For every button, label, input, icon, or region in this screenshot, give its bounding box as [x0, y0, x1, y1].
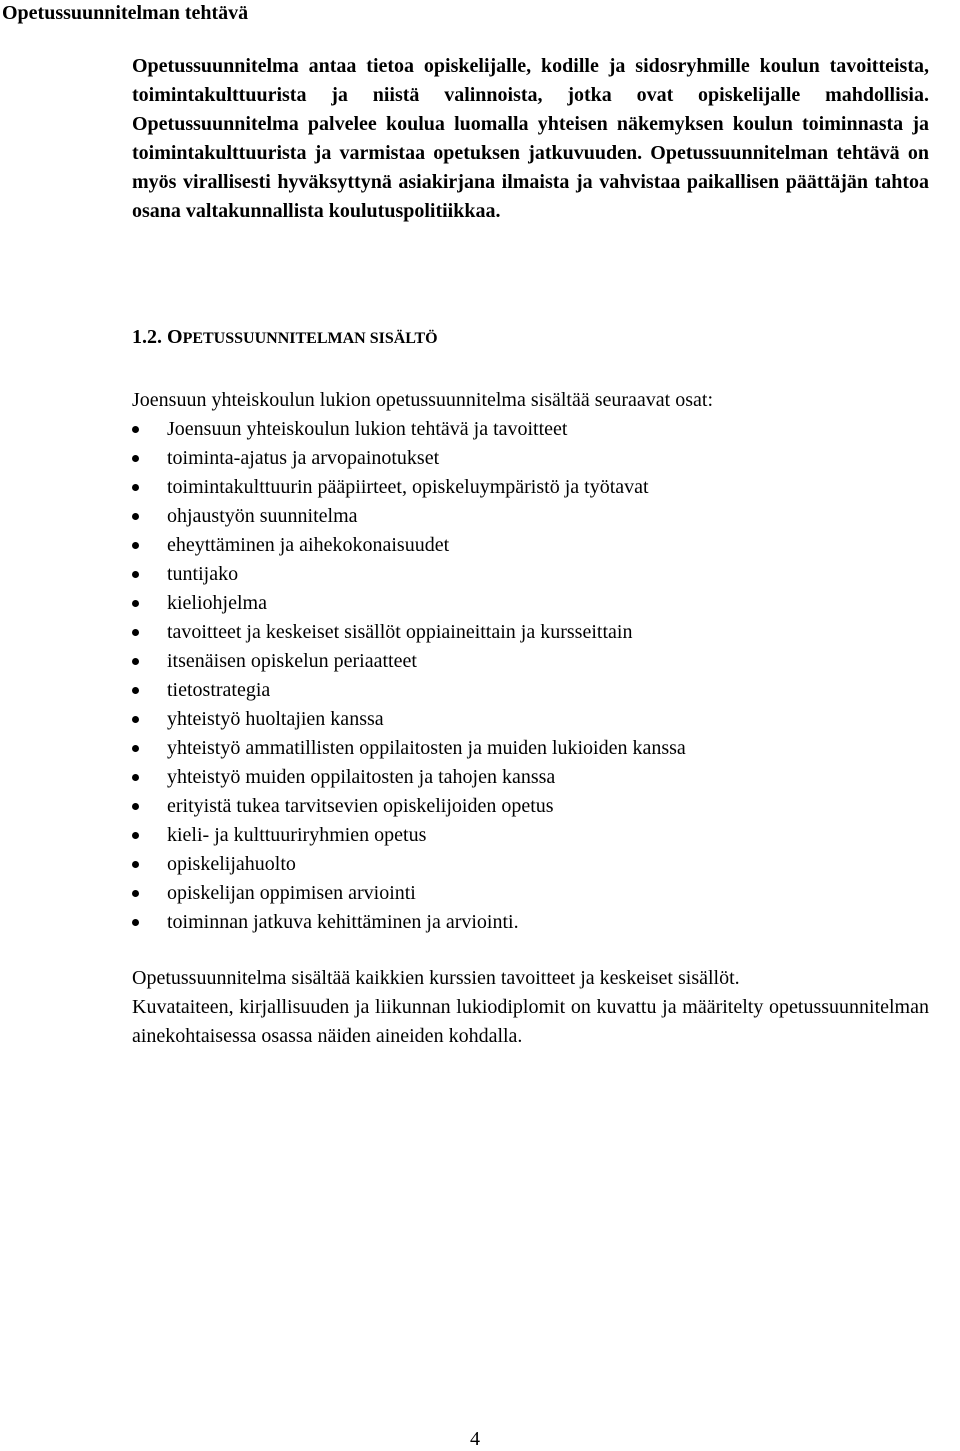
bullet-icon — [132, 687, 139, 694]
bullet-icon — [132, 658, 139, 665]
list-item — [132, 821, 686, 850]
bullet-icon — [132, 426, 139, 433]
section-heading — [132, 323, 438, 353]
list-item — [132, 473, 686, 502]
list-item — [132, 734, 686, 763]
list-item — [132, 705, 686, 734]
list-item-text: tietostrategia — [167, 679, 271, 701]
page-number: 4 — [470, 1428, 480, 1450]
list-item — [132, 676, 686, 705]
bullet-icon — [132, 513, 139, 520]
contents-intro-text: Joensuun yhteiskoulun lukion opetussuunnitelma sisältää seuraavat osat: — [132, 389, 714, 411]
list-item — [132, 444, 686, 473]
list-item-text: ohjaustyön suunnitelma — [167, 505, 358, 527]
list-item-text: tuntijako — [167, 563, 239, 585]
list-item-text: tavoitteet ja keskeiset sisällöt oppiaineittain ja kursseittain — [167, 621, 633, 643]
bullet-icon — [132, 484, 139, 491]
list-item-text: Joensuun yhteiskoulun lukion tehtävä ja tavoitteet — [167, 418, 568, 440]
section-title-rest: PETUSSUUNNITELMAN SISÄLTÖ — [182, 330, 438, 347]
bullet-icon — [132, 571, 139, 578]
list-item-text: yhteistyö muiden oppilaitosten ja tahojen kanssa — [167, 766, 556, 788]
page-heading: Opetussuunnitelman tehtävä — [2, 2, 249, 24]
contents-list — [132, 415, 686, 937]
section-title-first-letter: O — [167, 326, 183, 348]
bullet-icon — [132, 600, 139, 607]
bullet-icon — [132, 890, 139, 897]
list-item-text: opiskelijahuolto — [167, 853, 296, 875]
list-item-text: yhteistyö ammatillisten oppilaitosten ja muiden lukioiden kanssa — [167, 737, 686, 759]
list-item — [132, 647, 686, 676]
bullet-icon — [132, 542, 139, 549]
bullet-icon — [132, 455, 139, 462]
list-item-text: kieli- ja kulttuuriryhmien opetus — [167, 824, 427, 846]
list-item — [132, 531, 686, 560]
list-item — [132, 908, 686, 937]
list-item — [132, 502, 686, 531]
list-item-text: toiminta-ajatus ja arvopainotukset — [167, 447, 440, 469]
list-item-text: itsenäisen opiskelun periaatteet — [167, 650, 417, 672]
list-item-text: toimintakulttuurin pääpiirteet, opiskeluympäristö ja työtavat — [167, 476, 649, 498]
closing-paragraph — [132, 964, 929, 1051]
bullet-icon — [132, 803, 139, 810]
bullet-icon — [132, 774, 139, 781]
closing-line-2: Kuvataiteen, kirjallisuuden ja liikunnan lukiodiplomit on kuvattu ja määritelty opetussuunnitelman ainekohtaisessa osassa näiden aineiden kohdalla. — [132, 996, 929, 1047]
list-item — [132, 618, 686, 647]
list-item — [132, 850, 686, 879]
list-item — [132, 763, 686, 792]
section-number: 1.2. — [132, 326, 162, 348]
list-item-text: toiminnan jatkuva kehittäminen ja arviointi. — [167, 911, 519, 933]
intro-bold-paragraph: Opetussuunnitelma antaa tietoa opiskelijalle, kodille ja sidosryhmille koulun tavoitteista, toimintakulttuurista ja niistä valinnoista, jotka ovat opiskelijalle mahdollisia. Opetussuunnitelma palvelee koulua luomalla yhteisen näkemyksen koulun toiminnasta ja toimintakulttuurista ja varmistaa opetuksen jatkuvuuden. Opetussuunnitelman tehtävä on myös virallisesti hyväksyttynä asiakirjana ilmaista ja vahvistaa paikallisen päättäjän tahtoa osana valtakunnallista koulutuspolitiikkaa. — [132, 55, 929, 222]
bullet-icon — [132, 629, 139, 636]
list-item — [132, 879, 686, 908]
closing-line-1: Opetussuunnitelma sisältää kaikkien kurssien tavoitteet ja keskeiset sisällöt. — [132, 967, 740, 989]
bullet-icon — [132, 716, 139, 723]
bullet-icon — [132, 861, 139, 868]
list-item-text: kieliohjelma — [167, 592, 267, 614]
bullet-icon — [132, 919, 139, 926]
list-item-text: eheyttäminen ja aihekokonaisuudet — [167, 534, 450, 556]
list-item — [132, 792, 686, 821]
bullet-icon — [132, 745, 139, 752]
list-item-text: erityistä tukea tarvitsevien opiskelijoiden opetus — [167, 795, 554, 817]
list-item-text: opiskelijan oppimisen arviointi — [167, 882, 416, 904]
list-item — [132, 589, 686, 618]
list-item-text: yhteistyö huoltajien kanssa — [167, 708, 384, 730]
bullet-icon — [132, 832, 139, 839]
list-item — [132, 560, 686, 589]
list-item — [132, 415, 686, 444]
